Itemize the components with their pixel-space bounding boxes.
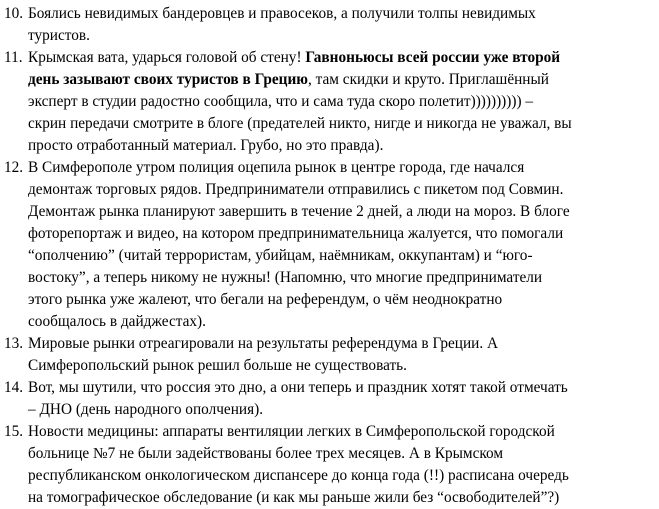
list-item-number: 13. <box>4 335 24 352</box>
list-item <box>4 333 655 377</box>
text-line <box>28 113 655 135</box>
text-segment: – ДНО (день народного ополчения). <box>28 401 264 418</box>
list-item-number: 12. <box>4 159 24 176</box>
list-item <box>4 421 655 509</box>
list-item-number: 11. <box>4 49 23 66</box>
text-segment: Демонтаж рынка планируют завершить в течение 2 дней, а люди на мороз. В блоге <box>28 203 570 220</box>
text-segment: Новости медицины: аппараты вентиляции легких в Симферопольской городской <box>28 423 555 440</box>
text-line <box>28 289 655 311</box>
numbered-list <box>4 3 655 509</box>
text-line <box>28 179 655 201</box>
text-segment: , там скидки и круто. Приглашённый <box>307 71 549 88</box>
list-item-number: 14. <box>4 379 24 396</box>
text-line <box>28 91 655 113</box>
text-line <box>28 25 655 47</box>
text-segment: Вот, мы шутили, что россия это дно, а они теперь и праздник хотят такой отмечать <box>28 379 568 396</box>
text-line <box>28 399 655 421</box>
text-line <box>28 377 655 399</box>
text-segment: Крымская вата, ударься головой об стену! <box>28 49 306 66</box>
text-segment: республиканском онкологическом диспансере до конца года (!!) расписана очередь <box>28 467 569 484</box>
text-segment: просто отработанный материал. Грубо, но это правда). <box>28 137 384 154</box>
text-line <box>28 135 655 157</box>
text-segment: скрин передачи смотрите в блоге (предателей никто, нигде и никогда не уважал, вы <box>28 115 572 132</box>
list-item-number: 15. <box>4 423 24 440</box>
text-line <box>28 311 655 333</box>
list-item <box>4 377 655 421</box>
text-segment: этого рынка уже жалеют, что бегали на референдум, о чём неоднократно <box>28 291 503 308</box>
bold-text-segment: Гавноньюсы всей россии уже второй <box>305 49 561 66</box>
text-line <box>28 157 655 179</box>
text-line <box>28 443 655 465</box>
text-segment: Боялись невидимых бандеровцев и правосеков, а получили толпы невидимых <box>28 5 536 22</box>
text-segment: “ополчению” (читай террористам, убийцам, наёмникам, оккупантам) и “юго- <box>28 247 533 264</box>
text-segment: демонтаж торговых рядов. Предприниматели отправились с пикетом под Совмин. <box>28 181 564 198</box>
text-line <box>28 245 655 267</box>
text-segment: эксперт в студии радостно сообщила, что и сама туда скоро полетит)))))))))) – <box>28 93 534 110</box>
text-segment: востоку”, а теперь никому не нужны! (Напомню, что многие предприниматели <box>28 269 543 286</box>
text-line <box>28 201 655 223</box>
text-segment: больнице №7 не были задействованы более трех месяцев. А в Крымском <box>28 445 504 462</box>
bold-text-segment: день зазывают своих туристов в Грецию <box>28 71 308 88</box>
text-line <box>28 47 655 69</box>
text-segment: В Симферополе утром полиция оцепила рынок в центре города, где начался <box>28 159 525 176</box>
text-segment: на томографическое обследование (и как мы раньше жили без “освободителей”?) <box>28 489 560 506</box>
list-item-number: 10. <box>4 5 24 22</box>
text-line <box>28 465 655 487</box>
list-item <box>4 3 655 47</box>
text-line <box>28 355 655 377</box>
list-item <box>4 47 655 157</box>
text-segment: Мировые рынки отреагировали на результаты референдума в Греции. А <box>28 335 499 352</box>
text-line <box>28 421 655 443</box>
list-item <box>4 157 655 333</box>
text-line <box>28 223 655 245</box>
text-segment: сообщалось в дайджестах). <box>28 313 206 330</box>
text-segment: Симферопольский рынок решил больше не существовать. <box>28 357 407 374</box>
text-line <box>28 333 655 355</box>
text-line <box>28 69 655 91</box>
text-line <box>28 3 655 25</box>
text-segment: фоторепортаж и видео, на котором предпринимательница жалуется, что помогали <box>28 225 564 242</box>
text-line <box>28 267 655 289</box>
text-line <box>28 487 655 509</box>
text-segment: туристов. <box>28 27 90 44</box>
